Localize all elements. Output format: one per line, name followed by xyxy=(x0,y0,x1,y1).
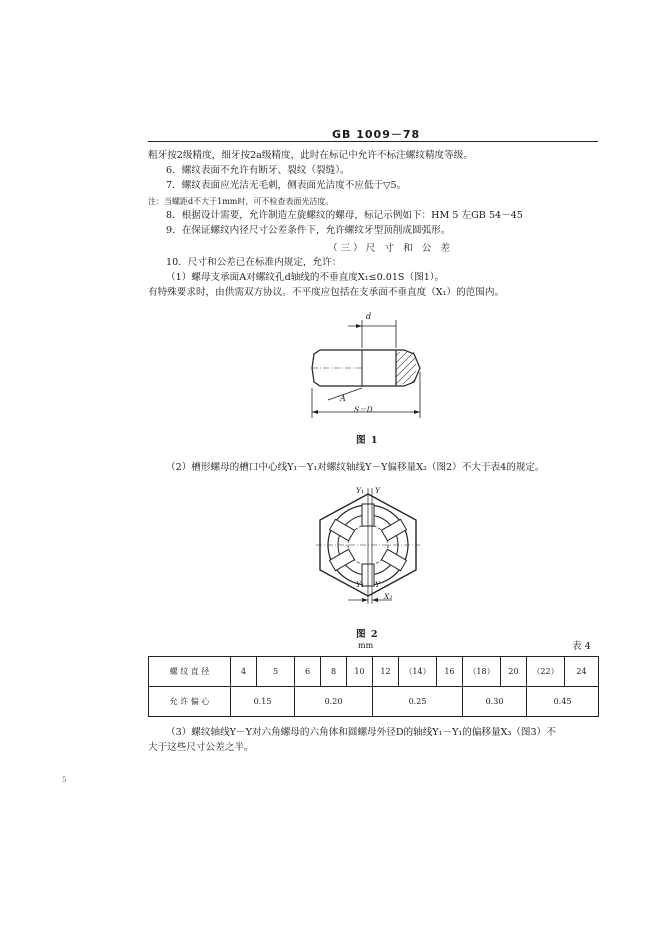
tolerance-cell: 0.15 xyxy=(231,687,295,717)
fig2-label-Y1-bottom: Y₁ xyxy=(356,580,364,589)
diameter-cell: 24 xyxy=(565,657,599,687)
diameter-cell: 12 xyxy=(373,657,399,687)
text-line-6: 9．在保证螺纹内径尺寸公差条件下，允许螺纹牙型顶削成圆弧形。 xyxy=(166,225,451,236)
text-line-9: 有特殊要求时，由供需双方协议。不平度应包括在支承面不垂直度（X₁）的范围内。 xyxy=(148,287,505,298)
row-header-diameter: 螺 纹 直 径 xyxy=(149,657,231,687)
diameter-cell: （22） xyxy=(527,657,565,687)
diameter-cell: （18） xyxy=(463,657,501,687)
row-header-tolerance: 允 许 偏 心 xyxy=(149,687,231,717)
text-line-12: 大于这些尺寸公差之半。 xyxy=(148,742,254,753)
tolerance-cell: 0.25 xyxy=(373,687,463,717)
tolerance-table xyxy=(148,656,599,717)
text-line-11: （3）螺纹轴线Y－Y对六角螺母的六角体和圆螺母外径D的轴线Y₁－Y₁的偏移量X₃（图3）不 xyxy=(166,727,556,738)
tolerance-cell: 0.30 xyxy=(463,687,527,717)
fig2-label-Y1-top: Y₁ xyxy=(356,486,364,495)
text-line-7: 10．尺寸和公差已在标准内规定，允许： xyxy=(166,257,342,268)
table-row-diameter xyxy=(149,657,599,687)
figure-2-drawing xyxy=(308,486,428,616)
text-line-5: 8．根据设计需要，允许制造左旋螺纹的螺母，标记示例如下：HM 5 左GB 54－45 xyxy=(166,210,523,221)
text-line-2: 6．螺纹表面不允许有断牙、裂纹（裂缝）。 xyxy=(166,165,350,176)
fig1-label-d: d xyxy=(366,312,372,321)
fig2-label-Y-bottom: Y xyxy=(375,580,380,589)
text-line-8: （1）螺母支承面A对螺纹孔d轴线的不垂直度X₁≤0.01S（图1）。 xyxy=(166,272,445,283)
diameter-cell: 6 xyxy=(295,657,321,687)
page-header: GB 1009－78 xyxy=(332,128,421,141)
diameter-cell: 16 xyxy=(437,657,463,687)
diameter-cell: 10 xyxy=(347,657,373,687)
note-line: 注：当螺距d不大于1mm时，可不检查表面光洁度。 xyxy=(148,197,334,206)
diameter-cell: 20 xyxy=(501,657,527,687)
fig1-label-S: S＝D xyxy=(354,405,373,414)
text-line-3: 7．螺纹表面应光洁无毛刺，侧表面光洁度不应低于▽5。 xyxy=(166,180,407,191)
tolerance-cell: 0.45 xyxy=(527,687,599,717)
diameter-cell: 5 xyxy=(257,657,295,687)
table-title: 表 4 xyxy=(572,641,591,652)
figure-1-caption: 图 1 xyxy=(356,435,379,446)
text-line-10: （2）槽形螺母的槽口中心线Y₁－Y₁对螺纹轴线Y－Y偏移量X₂（图2）不大于表4的规定。 xyxy=(166,462,545,473)
figure-2-caption: 图 2 xyxy=(356,629,379,640)
section-heading: （三）尺 寸 和 公 差 xyxy=(328,243,453,254)
header-rule xyxy=(148,141,598,142)
diameter-cell: （14） xyxy=(399,657,437,687)
text-line-1: 粗牙按2级精度，细牙按2a级精度，此时在标记中允许不标注螺纹精度等级。 xyxy=(148,150,473,161)
margin-mark: 5 xyxy=(62,776,67,784)
fig1-label-A: A xyxy=(340,394,346,403)
table-units: mm xyxy=(358,641,374,650)
diameter-cell: 8 xyxy=(321,657,347,687)
fig2-label-X2: X₂ xyxy=(384,592,393,601)
diameter-cell: 4 xyxy=(231,657,257,687)
fig2-label-Y-top: Y xyxy=(375,486,380,495)
tolerance-cell: 0.20 xyxy=(295,687,373,717)
table-row-tolerance xyxy=(149,687,599,717)
